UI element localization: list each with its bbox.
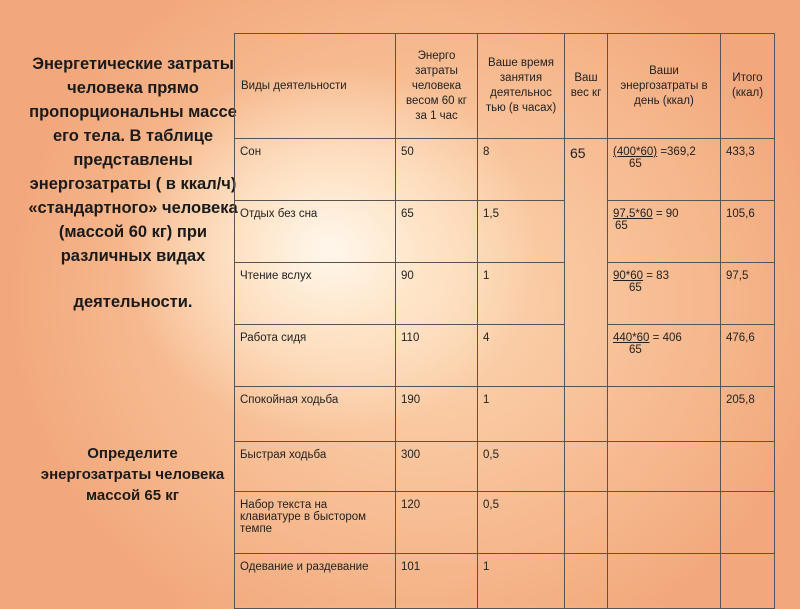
cell-energy: 190 bbox=[396, 387, 478, 442]
cell-energy: 300 bbox=[396, 442, 478, 492]
intro-paragraph: Энергетические затраты человека прямо пропорциональны массе его тела. В таблице представлены энергозатраты ( в ккал/ч) «стандартного» человека (массой 60 кг) при различных видах bbox=[28, 55, 238, 265]
cell-time: 1 bbox=[478, 554, 565, 609]
cell-calc bbox=[608, 387, 721, 442]
cell-energy: 90 bbox=[396, 263, 478, 325]
cell-energy: 120 bbox=[396, 492, 478, 554]
table-row bbox=[235, 325, 775, 387]
table-row bbox=[235, 554, 775, 609]
cell-calc: 97,5*60 = 90 65 bbox=[608, 201, 721, 263]
table-row bbox=[235, 387, 775, 442]
cell-activity: Быстрая ходьба bbox=[235, 442, 396, 492]
energy-table bbox=[234, 33, 775, 609]
cell-calc bbox=[608, 492, 721, 554]
cell-energy: 65 bbox=[396, 201, 478, 263]
cell-activity: Чтение вслух bbox=[235, 263, 396, 325]
header-weight: Ваш вес кг bbox=[565, 34, 608, 139]
table-header-row bbox=[235, 34, 775, 139]
cell-activity: Спокойная ходьба bbox=[235, 387, 396, 442]
table-row bbox=[235, 442, 775, 492]
header-time: Ваше время занятия деятельнос тью (в часах) bbox=[478, 34, 565, 139]
header-total: Итого (ккал) bbox=[721, 34, 775, 139]
cell-total: 433,3 bbox=[721, 139, 775, 201]
cell-time: 1 bbox=[478, 263, 565, 325]
cell-time: 8 bbox=[478, 139, 565, 201]
cell-total: 205,8 bbox=[721, 387, 775, 442]
table-row bbox=[235, 263, 775, 325]
cell-weight-empty bbox=[565, 387, 608, 442]
cell-total: 97,5 bbox=[721, 263, 775, 325]
cell-weight-empty bbox=[565, 554, 608, 609]
table-row bbox=[235, 492, 775, 554]
cell-total: 476,6 bbox=[721, 325, 775, 387]
cell-activity: Отдых без сна bbox=[235, 201, 396, 263]
cell-energy: 50 bbox=[396, 139, 478, 201]
cell-weight-empty bbox=[565, 442, 608, 492]
cell-weight: 65 bbox=[565, 139, 608, 387]
header-your-energy: Ваши энергозатраты в день (ккал) bbox=[608, 34, 721, 139]
cell-activity: Одевание и раздевание bbox=[235, 554, 396, 609]
cell-calc bbox=[608, 554, 721, 609]
intro-text bbox=[22, 52, 244, 314]
cell-energy: 110 bbox=[396, 325, 478, 387]
cell-total: 105,6 bbox=[721, 201, 775, 263]
task-text: Определите энергозатраты человека массой 65 кг bbox=[40, 445, 225, 504]
cell-activity: Набор текста на клавиатуре в быстором темпе bbox=[235, 492, 396, 554]
table-row bbox=[235, 139, 775, 201]
cell-time: 1,5 bbox=[478, 201, 565, 263]
cell-calc bbox=[608, 442, 721, 492]
cell-activity: Сон bbox=[235, 139, 396, 201]
header-activity: Виды деятельности bbox=[235, 34, 396, 139]
cell-time: 1 bbox=[478, 387, 565, 442]
cell-total bbox=[721, 554, 775, 609]
cell-total bbox=[721, 442, 775, 492]
table-row bbox=[235, 201, 775, 263]
cell-calc: (400*60) =369,2 65 bbox=[608, 139, 721, 201]
cell-energy: 101 bbox=[396, 554, 478, 609]
cell-time: 0,5 bbox=[478, 492, 565, 554]
cell-weight-empty bbox=[565, 492, 608, 554]
cell-activity: Работа сидя bbox=[235, 325, 396, 387]
header-energy-60kg: Энерго затраты человека весом 60 кг за 1 час bbox=[396, 34, 478, 139]
cell-calc: 90*60 = 83 65 bbox=[608, 263, 721, 325]
cell-calc: 440*60 = 406 65 bbox=[608, 325, 721, 387]
cell-time: 0,5 bbox=[478, 442, 565, 492]
cell-total bbox=[721, 492, 775, 554]
intro-paragraph-end: деятельности. bbox=[73, 293, 193, 311]
cell-time: 4 bbox=[478, 325, 565, 387]
